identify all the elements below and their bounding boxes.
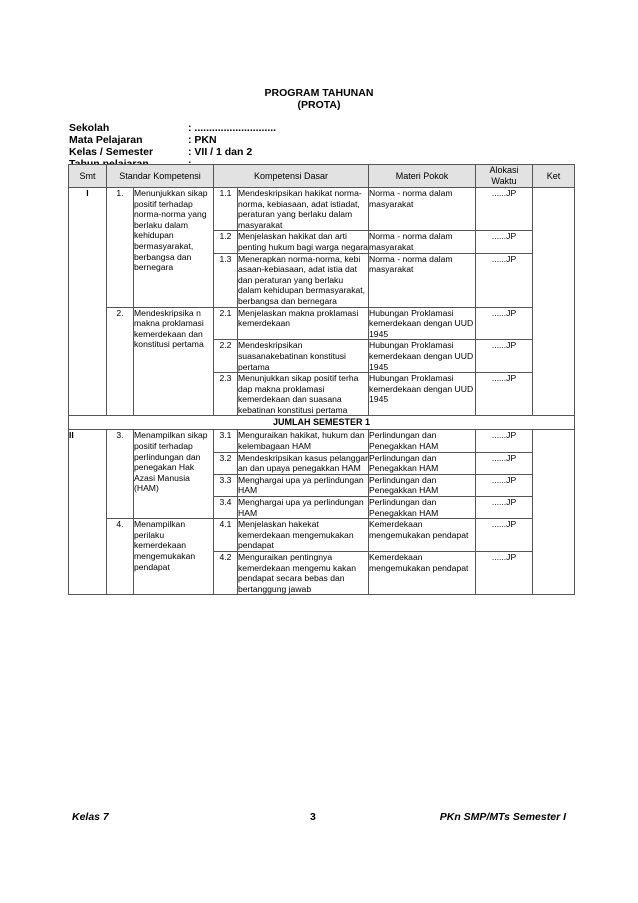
prota-table [68, 164, 575, 595]
sk-number: 4. [107, 519, 134, 595]
info-label: Sekolah [69, 122, 110, 134]
alokasi-waktu: ......JP [476, 253, 533, 307]
alokasi-waktu: ......JP [476, 474, 533, 496]
table-row [69, 188, 575, 231]
kd-text: Menguraikan hakikat, hukum dan kelembagaan HAM [238, 430, 369, 452]
header-standar-kompetensi: Standar Kompetensi [107, 165, 214, 188]
alokasi-waktu: ......JP [476, 188, 533, 231]
info-value: : VII / 1 dan 2 [188, 146, 253, 158]
sk-number: 2. [107, 307, 134, 416]
kd-number: 1.2 [214, 231, 238, 253]
alokasi-waktu: ......JP [476, 373, 533, 416]
ket-cell [533, 430, 575, 595]
header-alokasi-waktu: Alokasi Waktu [476, 165, 533, 188]
alokasi-waktu: ......JP [476, 231, 533, 253]
footer-subject-label: PKn SMP/MTs Semester I [439, 811, 566, 823]
table-row [69, 307, 575, 340]
kd-text: Menguraikan pentingnya kemerdekaan mengemu kakan pendapat secara bebas dan bertanggung jawab [238, 552, 369, 595]
kd-number: 3.3 [214, 474, 238, 496]
sk-number: 3. [107, 430, 134, 519]
kd-text: Menunjukkan sikap positif terha dap makna proklamasi kemerdekaan dan suasana kebatinan konstitusi pertama [238, 373, 369, 416]
materi-pokok: Norma - norma dalam masyarakat [369, 231, 476, 253]
table-header [69, 165, 575, 188]
page-number: 3 [310, 811, 316, 823]
kd-number: 2.2 [214, 340, 238, 373]
kd-number: 3.2 [214, 452, 238, 474]
semester-number: I [69, 188, 107, 416]
kd-text: Menghargai upa ya perlindungan HAM [238, 474, 369, 496]
header-kompetensi-dasar: Kompetensi Dasar [214, 165, 369, 188]
semester-total-row [69, 416, 575, 430]
kd-text: Mendeskripsikan kasus pelanggar an dan upaya penegakkan HAM [238, 452, 368, 474]
info-row [69, 134, 276, 146]
kd-number: 4.1 [214, 519, 238, 552]
sk-text: Menampilkan perilaku kemerdekaan mengemukakan pendapat [134, 519, 214, 595]
alokasi-waktu: ......JP [476, 430, 533, 452]
table-row [69, 430, 575, 452]
alokasi-waktu: ......JP [476, 307, 533, 340]
info-value: : ............................ [188, 122, 277, 134]
semester-total-label: JUMLAH SEMESTER 1 [69, 416, 575, 430]
kd-text: Menjelaskan makna proklamasi kemerdekaan [238, 307, 369, 340]
materi-pokok: Perlindungan dan Penegakkan HAM [369, 474, 476, 496]
kd-text: Menerapkan norma-norma, kebi asaan-kebiasaan, adat istia dat dan peraturan yang berlaku dalam kehidupan bermasyarakat, berbangsa dan bernegara [238, 253, 369, 307]
alokasi-waktu: ......JP [476, 497, 533, 519]
kd-text: Menjelaskan hakikat dan arti penting hukum bagi warga negara [238, 231, 368, 252]
info-row [69, 122, 276, 134]
kd-number: 2.3 [214, 373, 238, 416]
info-label: Mata Pelajaran [69, 134, 143, 146]
materi-pokok: Perlindungan dan Penegakkan HAM [369, 452, 476, 474]
footer-class-label: Kelas 7 [72, 811, 109, 823]
alokasi-waktu: ......JP [476, 552, 533, 595]
kd-number: 3.4 [214, 497, 238, 519]
materi-pokok: Hubungan Proklamasi kemerdekaan dengan UUD 1945 [369, 373, 476, 416]
table-row [69, 519, 575, 552]
kd-text: Menghargai upa ya perlindungan HAM [238, 497, 369, 519]
materi-pokok: Hubungan Proklamasi kemerdekaan dengan UUD 1945 [369, 307, 476, 340]
header-materi-pokok: Materi Pokok [369, 165, 476, 188]
header-ket: Ket [533, 165, 575, 188]
kd-number: 1.1 [214, 188, 238, 231]
kd-text: Menjelaskan hakekat kemerdekaan mengemukakan pendapat [238, 519, 369, 552]
info-row [69, 146, 276, 158]
ket-cell [533, 188, 575, 416]
kd-number: 4.2 [214, 552, 238, 595]
materi-pokok: Perlindungan dan Penegakkan HAM [369, 497, 476, 519]
materi-pokok: Perlindungan dan Penegakkan HAM [369, 430, 476, 452]
materi-pokok: Kemerdekaan mengemukakan pendapat [369, 519, 476, 552]
semester-number: II [69, 430, 107, 595]
materi-pokok: Norma - norma dalam masyarakat [369, 253, 476, 307]
document-info [69, 122, 276, 170]
kd-text: Mendeskripsikan suasanakebatinan konstitusi pertama [238, 340, 369, 373]
alokasi-waktu: ......JP [476, 452, 533, 474]
alokasi-waktu: ......JP [476, 340, 533, 373]
info-label: Kelas / Semester [69, 146, 154, 158]
alokasi-waktu: ......JP [476, 519, 533, 552]
materi-pokok: Kemerdekaan mengemukakan pendapat [369, 552, 476, 595]
sk-text: Mendeskripsika n makna proklamasi kemerdekaan dan konstitusi pertama [134, 307, 214, 416]
sk-number: 1. [107, 188, 134, 308]
materi-pokok: Hubungan Proklamasi kemerdekaan dengan UUD 1945 [369, 340, 476, 373]
materi-pokok: Norma - norma dalam masyarakat [369, 188, 476, 231]
info-value: : PKN [188, 134, 217, 146]
kd-number: 1.3 [214, 253, 238, 307]
sk-text: Menunjukkan sikap positif terhadap norma-norma yang berlaku dalam kehidupan bermasyarakat, berbangsa dan bernegara [134, 188, 214, 308]
kd-text: Mendeskripsikan hakikat norma-norma, kebiasaan, adat istiadat, peraturan yang berlaku dalam masyarakat [238, 188, 369, 231]
header-smt: Smt [69, 165, 107, 188]
kd-number: 3.1 [214, 430, 238, 452]
page-subtitle: (PROTA) [297, 99, 341, 111]
sk-text: Menampilkan sikap positif terhadap perlindungan dan penegakan Hak Azasi Manusia (HAM) [134, 430, 214, 519]
page-title: PROGRAM TAHUNAN [264, 87, 374, 99]
kd-number: 2.1 [214, 307, 238, 340]
